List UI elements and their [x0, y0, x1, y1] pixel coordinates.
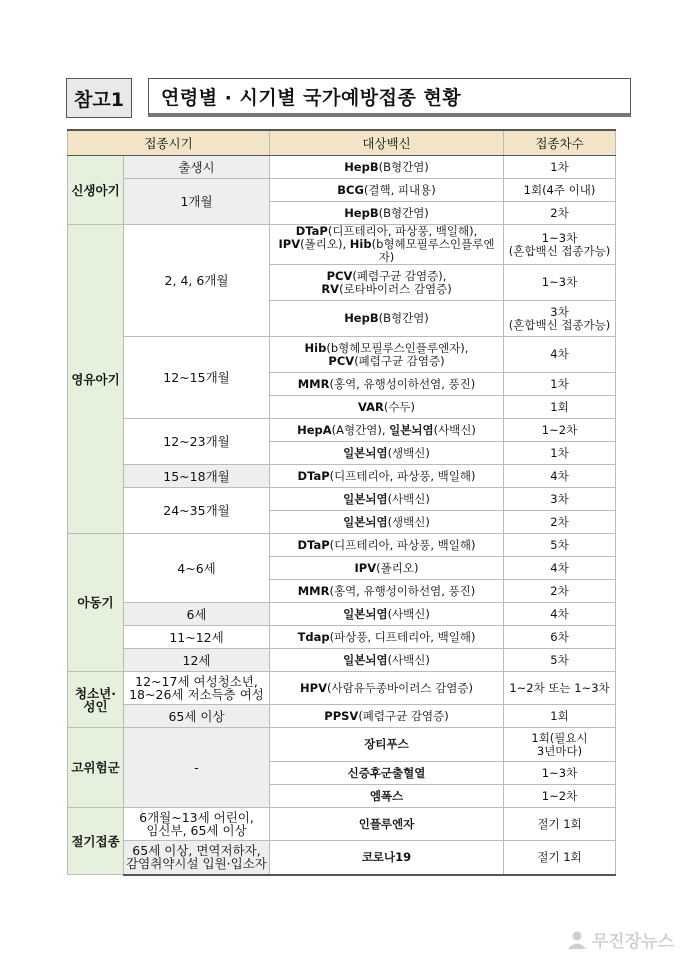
- vaccine-cell: [270, 808, 504, 841]
- dose-cell: 1차: [504, 156, 616, 179]
- vaccine-cell: [270, 442, 504, 465]
- vaccine-cell: [270, 511, 504, 534]
- vaccine-name: PPSV: [324, 708, 359, 723]
- dose-cell: 1차: [504, 442, 616, 465]
- vaccine-cell: [270, 419, 504, 442]
- vaccine-desc: (사람유두종바이러스 감염증): [327, 680, 473, 695]
- timing-line: 18~26세 저소득층 여성: [129, 687, 264, 702]
- vaccine-desc: (사백신): [433, 422, 476, 437]
- vaccine-desc: (디프테리아, 파상풍, 백일해): [329, 537, 476, 552]
- vaccine-cell: [270, 785, 504, 808]
- dose-cell: 2차: [504, 580, 616, 603]
- dose-cell: 2차: [504, 202, 616, 225]
- timing-cell: [124, 841, 270, 875]
- vaccine-desc: (사백신): [387, 491, 430, 506]
- vaccine-desc: (B형간염): [378, 205, 429, 220]
- vaccine-name: HepB: [344, 159, 379, 174]
- dose-note: (혼합백신 접종가능): [508, 317, 611, 332]
- table-header-row: [68, 130, 616, 156]
- vaccine-name: DTaP: [297, 468, 330, 483]
- table-row: [68, 841, 616, 875]
- vaccine-cell: [270, 373, 504, 396]
- vaccine-cell: [270, 465, 504, 488]
- vaccine-name: 엠폭스: [369, 788, 404, 803]
- vaccine-name: PCV: [328, 353, 355, 368]
- table-row: [68, 419, 616, 442]
- group-seasonal: 절기접종: [68, 808, 124, 875]
- table-row: [68, 534, 616, 557]
- vaccine-desc: (사백신): [387, 606, 430, 621]
- dose-cell: 2차: [504, 511, 616, 534]
- table-row: [68, 728, 616, 762]
- vaccine-desc: (로타바이러스 감염증): [339, 281, 452, 296]
- group-newborn: 신생아기: [68, 156, 124, 225]
- dose-cell: 1회(4주 이내): [504, 179, 616, 202]
- vaccine-name: 일본뇌염: [343, 514, 388, 529]
- vaccine-desc: (폐렴구균 감염증): [358, 708, 449, 723]
- vaccine-cell: [270, 225, 504, 265]
- group-teen-adult: 청소년·성인: [68, 672, 124, 728]
- vaccine-desc: (b형헤모필루스인플루엔자),: [326, 340, 469, 355]
- vaccine-desc: (사백신): [387, 652, 430, 667]
- dose-cell: 1~3차: [504, 265, 616, 301]
- table-row: [68, 672, 616, 705]
- vaccine-desc: (폴리오): [376, 560, 419, 575]
- vaccine-cell: [270, 557, 504, 580]
- table-row: [68, 808, 616, 841]
- dose-cell: 1차: [504, 373, 616, 396]
- vaccine-desc: (b형헤모필루스인플루엔자): [371, 237, 495, 264]
- vaccine-cell: [270, 534, 504, 557]
- table-row: [68, 225, 616, 265]
- vaccine-name: HepA: [297, 422, 332, 437]
- vaccine-cell: [270, 488, 504, 511]
- group-child: 아동기: [68, 534, 124, 672]
- dose-cell: 1~3차: [504, 762, 616, 785]
- timing-cell: 2, 4, 6개월: [124, 225, 270, 337]
- vaccine-name: HepB: [344, 311, 379, 325]
- table-row: [68, 179, 616, 202]
- timing-cell: 65세 이상: [124, 705, 270, 728]
- dose-cell: 3차: [504, 488, 616, 511]
- dose-cell: 1회: [504, 705, 616, 728]
- dose-value: 1회(필요시: [531, 730, 588, 745]
- page-title: 연령별 · 시기별 국가예방접종 현황: [148, 78, 631, 117]
- vaccine-name: MMR: [297, 583, 330, 598]
- reference-label: 참고1: [66, 78, 132, 118]
- vaccine-desc: (홍역, 유행성이하선염, 풍진): [329, 583, 476, 598]
- vaccine-name: HPV: [300, 680, 327, 695]
- vaccine-cell: [270, 672, 504, 705]
- watermark-text: 무진장뉴스: [591, 932, 674, 952]
- header-dose: 접종차수: [504, 130, 616, 156]
- timing-cell: 1개월: [124, 179, 270, 225]
- group-high-risk: 고위험군: [68, 728, 124, 808]
- vaccine-desc: (파상풍, 디프테리아, 백일해): [329, 629, 476, 644]
- vaccine-cell: [270, 705, 504, 728]
- dose-note: (혼합백신 접종가능): [508, 243, 611, 258]
- timing-line: 12~17세 여성청소년,: [135, 674, 258, 689]
- timing-cell: 12~15개월: [124, 337, 270, 419]
- vaccine-name: 인플루엔자: [358, 816, 415, 831]
- vaccination-table: [67, 129, 616, 876]
- table-row: [68, 465, 616, 488]
- timing-cell: 4~6세: [124, 534, 270, 603]
- table-row: [68, 603, 616, 626]
- vaccine-cell: [270, 396, 504, 419]
- vaccine-desc: (생백신): [387, 445, 430, 460]
- timing-cell: 6세: [124, 603, 270, 626]
- timing-line: 6개월~13세 어린이,: [139, 810, 254, 825]
- dose-cell: [504, 301, 616, 337]
- vaccine-name: 일본뇌염: [343, 652, 388, 667]
- vaccine-name: 장티푸스: [364, 737, 409, 751]
- vaccine-name: HepB: [344, 205, 379, 220]
- table-row: [68, 488, 616, 511]
- title-row: [66, 78, 631, 118]
- dose-cell: 5차: [504, 534, 616, 557]
- dose-cell: [504, 225, 616, 265]
- vaccine-cell: [270, 603, 504, 626]
- person-icon: [566, 930, 588, 950]
- vaccine-desc: (홍역, 유행성이하선염, 풍진): [329, 376, 476, 391]
- table-row: [68, 156, 616, 179]
- timing-cell: 15~18개월: [124, 465, 270, 488]
- vaccine-name: PCV: [326, 268, 353, 283]
- timing-cell: 12세: [124, 649, 270, 672]
- timing-cell: -: [124, 728, 270, 808]
- vaccine-cell: [270, 156, 504, 179]
- vaccine-cell: [270, 179, 504, 202]
- vaccine-desc: (수두): [383, 399, 416, 414]
- dose-cell: 1~2차: [504, 419, 616, 442]
- vaccine-name: DTaP: [297, 537, 330, 552]
- vaccine-desc: (디프테리아, 파상풍, 백일해): [329, 468, 476, 483]
- vaccine-name: DTaP: [295, 224, 328, 238]
- table-row: [68, 705, 616, 728]
- vaccine-cell: [270, 202, 504, 225]
- vaccine-name: 일본뇌염: [389, 422, 434, 437]
- vaccine-name: Tdap: [297, 629, 330, 644]
- timing-line: 65세 이상, 면역저하자,: [132, 843, 261, 859]
- table-row: [68, 626, 616, 649]
- dose-cell: 5차: [504, 649, 616, 672]
- dose-cell: 절기 1회: [504, 841, 616, 875]
- timing-cell: 11~12세: [124, 626, 270, 649]
- timing-cell: [124, 808, 270, 841]
- vaccine-name: IPV: [354, 560, 377, 575]
- header-vaccine: 대상백신: [270, 130, 504, 156]
- vaccine-desc: (생백신): [387, 514, 430, 529]
- timing-line: 임신부, 65세 이상: [146, 823, 247, 838]
- watermark: [566, 927, 674, 952]
- dose-cell: 6차: [504, 626, 616, 649]
- vaccine-cell: [270, 728, 504, 762]
- vaccine-name: 일본뇌염: [343, 445, 388, 460]
- timing-cell: [124, 672, 270, 705]
- dose-cell: 4차: [504, 337, 616, 373]
- vaccine-name: VAR: [357, 399, 384, 414]
- vaccine-name: 일본뇌염: [343, 491, 388, 506]
- vaccine-name: 일본뇌염: [343, 606, 388, 621]
- vaccine-cell: [270, 762, 504, 785]
- table-row: [68, 649, 616, 672]
- vaccine-name: RV: [321, 281, 340, 296]
- dose-cell: 1~2차 또는 1~3차: [504, 672, 616, 705]
- vaccine-name: BCG: [337, 182, 364, 197]
- table-row: [68, 337, 616, 373]
- dose-value: 3차: [550, 304, 569, 319]
- vaccine-desc: (결핵, 피내용): [363, 182, 436, 197]
- vaccine-name: IPV: [278, 237, 301, 251]
- vaccine-desc: (B형간염): [378, 159, 429, 174]
- timing-cell: 출생시: [124, 156, 270, 179]
- timing-cell: 24~35개월: [124, 488, 270, 534]
- vaccine-name: MMR: [297, 376, 330, 391]
- timing-line: 감염취약시설 입원·입소자: [126, 856, 267, 872]
- vaccine-desc: (폴리오),: [300, 237, 350, 251]
- dose-note: 3년마다): [536, 743, 583, 758]
- dose-value: 1~3차: [541, 230, 578, 245]
- vaccine-name: 신증후군출혈열: [347, 765, 426, 780]
- vaccine-cell: [270, 841, 504, 875]
- vaccine-desc: (디프테리아, 파상풍, 백일해),: [327, 224, 478, 238]
- dose-cell: [504, 728, 616, 762]
- vaccine-desc: (A형간염),: [331, 422, 390, 437]
- timing-cell: 12~23개월: [124, 419, 270, 465]
- dose-cell: 4차: [504, 465, 616, 488]
- dose-cell: 절기 1회: [504, 808, 616, 841]
- vaccine-cell: [270, 265, 504, 301]
- vaccine-cell: [270, 649, 504, 672]
- vaccine-cell: [270, 337, 504, 373]
- dose-cell: 4차: [504, 603, 616, 626]
- dose-cell: 4차: [504, 557, 616, 580]
- vaccine-name: 코로나19: [361, 849, 412, 864]
- vaccine-desc: (B형간염): [378, 311, 429, 325]
- vaccine-desc: (폐렴구균 감염증): [354, 353, 445, 368]
- dose-cell: 1~2차: [504, 785, 616, 808]
- vaccine-cell: [270, 580, 504, 603]
- dose-cell: 1회: [504, 396, 616, 419]
- vaccine-desc: (폐렴구균 감염증),: [352, 268, 447, 283]
- vaccine-name: Hib: [304, 340, 327, 355]
- group-infant: 영유아기: [68, 225, 124, 534]
- vaccine-cell: [270, 626, 504, 649]
- vaccine-name: Hib: [349, 237, 372, 251]
- vaccine-cell: [270, 301, 504, 337]
- header-timing: 접종시기: [68, 130, 270, 156]
